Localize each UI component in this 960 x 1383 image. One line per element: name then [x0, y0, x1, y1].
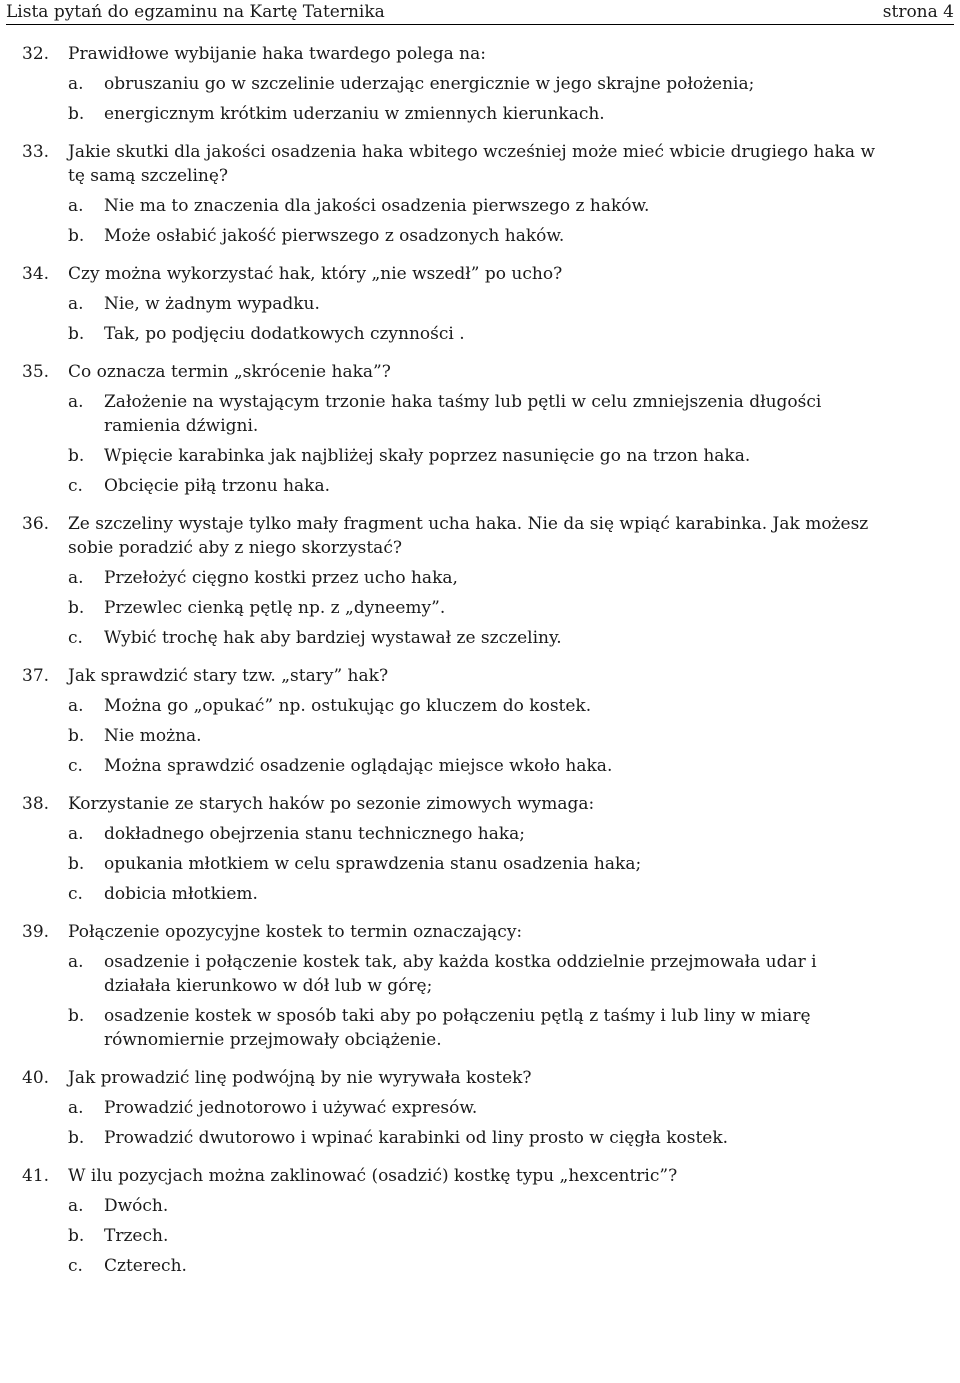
- answer-option: [22, 852, 880, 876]
- answer-option: [22, 1224, 880, 1248]
- answer-text: obruszaniu go w szczelinie uderzając energicznie w jego skrajne położenia;: [104, 74, 755, 94]
- answer-text: energicznym krótkim uderzaniu w zmiennych kierunkach.: [104, 104, 605, 124]
- answer-text: Nie ma to znaczenia dla jakości osadzenia pierwszego z haków.: [104, 196, 650, 216]
- answer-letter: b.: [68, 598, 85, 618]
- question-item: [22, 792, 880, 906]
- question-text: Jakie skutki dla jakości osadzenia haka wbitego wcześniej może mieć wbicie drugiego haka w tę samą szczelinę?: [68, 142, 875, 186]
- answer-text: Przełożyć cięgno kostki przez ucho haka,: [104, 568, 458, 588]
- question-number: 40.: [22, 1068, 50, 1088]
- question-item: [22, 1066, 880, 1150]
- question-line: [22, 42, 880, 66]
- answer-text: Czterech.: [104, 1256, 187, 1276]
- question-line: [22, 512, 880, 560]
- answer-letter: b.: [68, 1128, 85, 1148]
- answer-option: [22, 596, 880, 620]
- answer-letter: a.: [68, 568, 84, 588]
- question-text: Ze szczeliny wystaje tylko mały fragment ucha haka. Nie da się wpiąć karabinka. Jak możesz sobie poradzić aby z niego skorzystać?: [68, 514, 869, 558]
- answer-text: Nie można.: [104, 726, 202, 746]
- question-line: [22, 1164, 880, 1188]
- question-text: Czy można wykorzystać hak, który „nie wszedł” po ucho?: [68, 264, 563, 284]
- question-line: [22, 140, 880, 188]
- question-number: 41.: [22, 1166, 50, 1186]
- answer-letter: b.: [68, 446, 85, 466]
- answer-text: Przewlec cienką pętlę np. z „dyneemy”.: [104, 598, 446, 618]
- question-line: [22, 664, 880, 688]
- question-number: 39.: [22, 922, 50, 942]
- answer-option: [22, 1096, 880, 1120]
- question-text: Połączenie opozycyjne kostek to termin oznaczający:: [68, 922, 523, 942]
- question-line: [22, 360, 880, 384]
- question-line: [22, 792, 880, 816]
- question-text: Jak prowadzić linę podwójną by nie wyrywała kostek?: [68, 1068, 532, 1088]
- question-item: [22, 664, 880, 778]
- page-number: strona 4: [882, 2, 954, 22]
- question-text: Korzystanie ze starych haków po sezonie zimowych wymaga:: [68, 794, 595, 814]
- answer-option: [22, 754, 880, 778]
- question-item: [22, 262, 880, 346]
- answer-option: [22, 390, 880, 438]
- answer-letter: a.: [68, 74, 84, 94]
- question-number: 34.: [22, 264, 50, 284]
- answer-letter: a.: [68, 196, 84, 216]
- question-item: [22, 42, 880, 126]
- answer-letter: b.: [68, 854, 85, 874]
- answer-option: [22, 882, 880, 906]
- question-number: 37.: [22, 666, 50, 686]
- answer-text: Prowadzić dwutorowo i wpinać karabinki od liny prosto w cięgła kostek.: [104, 1128, 729, 1148]
- answer-text: Trzech.: [104, 1226, 169, 1246]
- question-item: [22, 360, 880, 498]
- answer-text: Prowadzić jednotorowo i używać expresów.: [104, 1098, 478, 1118]
- question-list: [22, 42, 880, 1292]
- answer-text: Wybić trochę hak aby bardziej wystawał ze szczeliny.: [104, 628, 562, 648]
- page-header: [6, 0, 954, 25]
- answer-option: [22, 822, 880, 846]
- answer-option: [22, 194, 880, 218]
- answer-option: [22, 694, 880, 718]
- answer-option: [22, 72, 880, 96]
- answer-letter: b.: [68, 1006, 85, 1026]
- document-title: Lista pytań do egzaminu na Kartę Taternika: [6, 2, 385, 22]
- question-item: [22, 512, 880, 650]
- answer-letter: a.: [68, 1098, 84, 1118]
- answer-letter: a.: [68, 696, 84, 716]
- answer-text: Można sprawdzić osadzenie oglądając miejsce wkoło haka.: [104, 756, 613, 776]
- answer-text: Nie, w żadnym wypadku.: [104, 294, 320, 314]
- answer-letter: b.: [68, 726, 85, 746]
- answer-option: [22, 224, 880, 248]
- answer-text: Może osłabić jakość pierwszego z osadzonych haków.: [104, 226, 565, 246]
- answer-option: [22, 292, 880, 316]
- answer-option: [22, 1254, 880, 1278]
- question-line: [22, 1066, 880, 1090]
- answer-letter: c.: [68, 1256, 83, 1276]
- answer-text: dobicia młotkiem.: [104, 884, 258, 904]
- answer-text: Założenie na wystającym trzonie haka taśmy lub pętli w celu zmniejszenia długości ramienia dźwigni.: [104, 392, 822, 436]
- answer-option: [22, 1126, 880, 1150]
- answer-letter: c.: [68, 884, 83, 904]
- question-item: [22, 1164, 880, 1278]
- question-number: 32.: [22, 44, 50, 64]
- question-text: Co oznacza termin „skrócenie haka”?: [68, 362, 391, 382]
- answer-letter: b.: [68, 104, 85, 124]
- answer-letter: b.: [68, 226, 85, 246]
- answer-letter: a.: [68, 294, 84, 314]
- answer-letter: a.: [68, 392, 84, 412]
- question-line: [22, 262, 880, 286]
- answer-letter: c.: [68, 628, 83, 648]
- question-line: [22, 920, 880, 944]
- question-number: 38.: [22, 794, 50, 814]
- answer-text: Dwóch.: [104, 1196, 169, 1216]
- answer-option: [22, 626, 880, 650]
- answer-option: [22, 322, 880, 346]
- question-item: [22, 920, 880, 1052]
- answer-option: [22, 566, 880, 590]
- answer-letter: b.: [68, 324, 85, 344]
- answer-text: dokładnego obejrzenia stanu technicznego haka;: [104, 824, 525, 844]
- answer-letter: c.: [68, 756, 83, 776]
- question-text: Jak sprawdzić stary tzw. „stary” hak?: [68, 666, 389, 686]
- answer-option: [22, 1004, 880, 1052]
- answer-option: [22, 1194, 880, 1218]
- answer-letter: c.: [68, 476, 83, 496]
- question-number: 35.: [22, 362, 50, 382]
- question-text: W ilu pozycjach można zaklinować (osadzić) kostkę typu „hexcentric”?: [68, 1166, 678, 1186]
- question-number: 33.: [22, 142, 50, 162]
- answer-option: [22, 102, 880, 126]
- answer-text: Obcięcie piłą trzonu haka.: [104, 476, 331, 496]
- answer-letter: a.: [68, 1196, 84, 1216]
- question-text: Prawidłowe wybijanie haka twardego polega na:: [68, 44, 486, 64]
- question-item: [22, 140, 880, 248]
- answer-text: opukania młotkiem w celu sprawdzenia stanu osadzenia haka;: [104, 854, 642, 874]
- answer-letter: a.: [68, 824, 84, 844]
- question-number: 36.: [22, 514, 50, 534]
- answer-option: [22, 724, 880, 748]
- answer-letter: a.: [68, 952, 84, 972]
- answer-option: [22, 444, 880, 468]
- answer-text: Można go „opukać” np. ostukując go kluczem do kostek.: [104, 696, 592, 716]
- answer-text: Wpięcie karabinka jak najbliżej skały poprzez nasunięcie go na trzon haka.: [104, 446, 751, 466]
- answer-option: [22, 474, 880, 498]
- answer-letter: b.: [68, 1226, 85, 1246]
- answer-option: [22, 950, 880, 998]
- answer-text: osadzenie kostek w sposób taki aby po połączeniu pętlą z taśmy i lub liny w miarę równomiernie przejmowały obciążenie.: [104, 1006, 811, 1050]
- answer-text: Tak, po podjęciu dodatkowych czynności .: [104, 324, 465, 344]
- answer-text: osadzenie i połączenie kostek tak, aby każda kostka oddzielnie przejmowała udar i działała kierunkowo w dół lub w górę;: [104, 952, 817, 996]
